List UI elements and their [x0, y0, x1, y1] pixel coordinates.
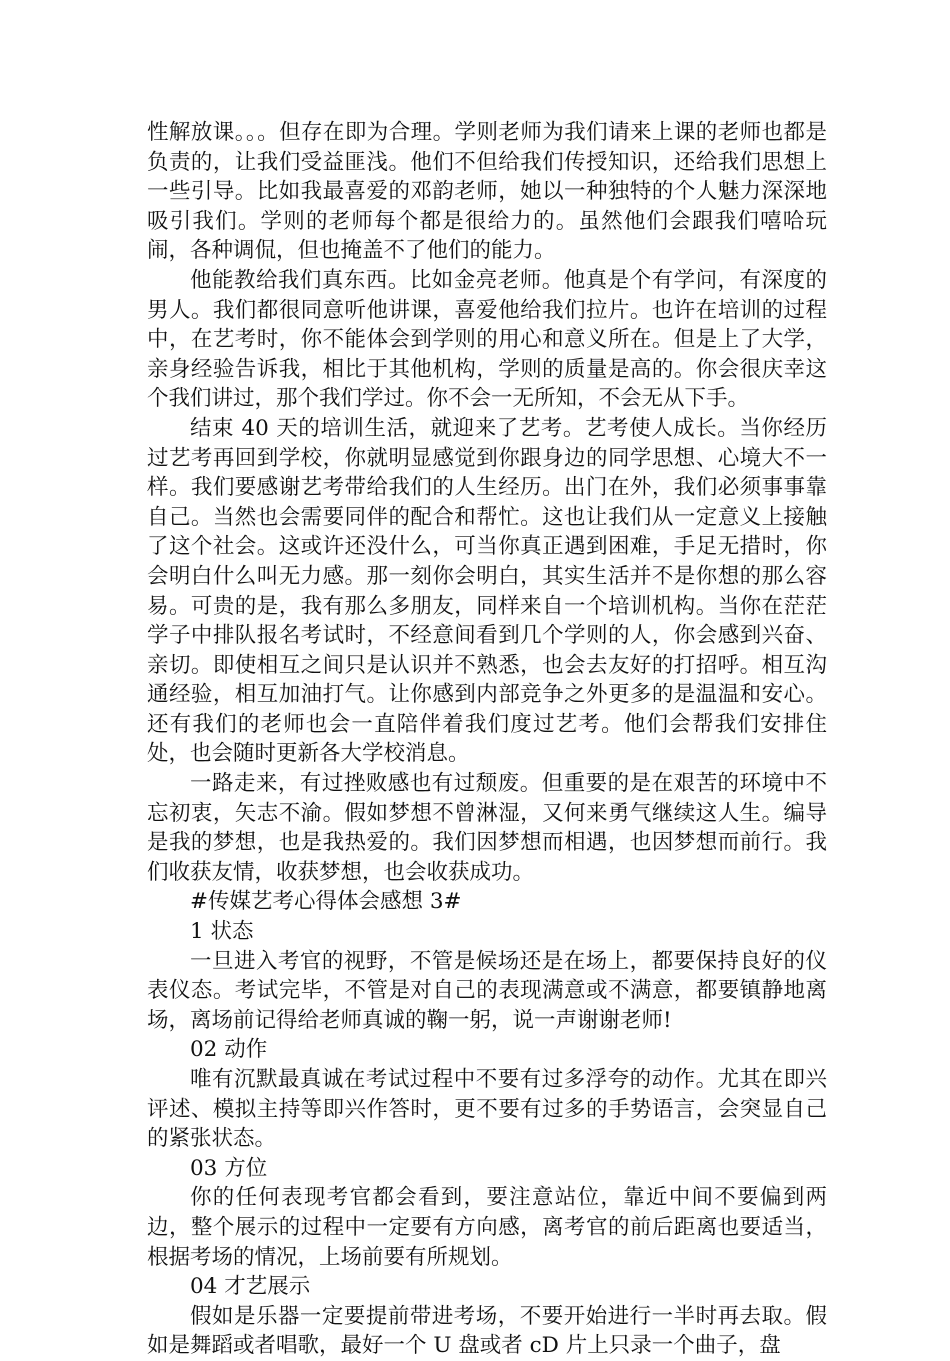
item-body: 唯有沉默最真诚在考试过程中不要有过多浮夸的动作。尤其在即兴评述、模拟主持等即兴作答时，更不要有过多的手势语言，会突显自己的紧张状态。: [147, 1067, 827, 1152]
section-title: #传媒艺考心得体会感想 3#: [190, 889, 462, 915]
item-heading: 04 才艺展示: [190, 1274, 311, 1300]
paragraph: 结束 40 天的培训生活，就迎来了艺考。艺考使人成长。当你经历过艺考再回到学校，你就明显感觉到你跟身边的同学思想、心境大不一样。我们要感谢艺考带给我们的人生经历。出门在外，我们必须事事靠自己。当然也会需要同伴的配合和帮忙。这也让我们从一定意义上接触了这个社会。这或许还没什么，可当你真正遇到困难，手足无措时，你会明白什么叫无力感。那一刻你会明白，其实生活并不是你想的那么容易。可贵的是，我有那么多朋友，同样来自一个培训机构。当你在茫茫学子中排队报名考试时，不经意间看到几个学则的人，你会感到兴奋、亲切。即使相互之间只是认识并不熟悉，也会去友好的打招呼。相互沟通经验，相互加油打气。让你感到内部竞争之外更多的是温温和安心。还有我们的老师也会一直陪伴着我们度过艺考。他们会帮我们安排住处，也会随时更新各大学校消息。: [147, 415, 827, 767]
item-body: 假如是乐器一定要提前带进考场，不要开始进行一半时再去取。假如是舞蹈或者唱歌，最好一个 U 盘或者 cD 片上只录一个曲子，盘: [147, 1303, 827, 1359]
paragraph: 性解放课。。。但存在即为合理。学则老师为我们请来上课的老师也都是负责的，让我们受益匪浅。他们不但给我们传授知识，还给我们思想上一些引导。比如我最喜爱的邓韵老师，她以一种独特的个人魅力深深地吸引我们。学则的老师每个都是很给力的。虽然他们会跟我们嘻哈玩闹，各种调侃，但也掩盖不了他们的能力。: [147, 120, 827, 264]
item-heading: 02 动作: [190, 1037, 268, 1063]
item-body: 一旦进入考官的视野，不管是候场还是在场上，都要保持良好的仪表仪态。考试完毕，不管是对自己的表现满意或不满意，都要镇静地离场，离场前记得给老师真诚的鞠一躬，说一声谢谢老师!: [147, 948, 827, 1033]
paragraph: 一路走来，有过挫败感也有过颓废。但重要的是在艰苦的环境中不忘初衷，矢志不渝。假如梦想不曾淋湿，又何来勇气继续这人生。编导是我的梦想，也是我热爱的。我们因梦想而相遇，也因梦想而前行。我们收获友情，收获梦想，也会收获成功。: [147, 771, 827, 885]
item-heading: 03 方位: [190, 1155, 268, 1181]
item-heading: 1 状态: [190, 919, 254, 945]
item-body: 你的任何表现考官都会看到，要注意站位，靠近中间不要偏到两边，整个展示的过程中一定要有方向感，离考官的前后距离也要适当，根据考场的情况，上场前要有所规划。: [147, 1185, 827, 1270]
paragraph: 他能教给我们真东西。比如金亮老师。他真是个有学问，有深度的男人。我们都很同意听他讲课，喜爱他给我们拉片。也许在培训的过程中，在艺考时，你不能体会到学则的用心和意义所在。但是上了大学，亲身经验告诉我，相比于其他机构，学则的质量是高的。你会很庆幸这个我们讲过，那个我们学过。你不会一无所知，不会无从下手。: [147, 267, 827, 412]
document-body: [147, 118, 827, 1361]
